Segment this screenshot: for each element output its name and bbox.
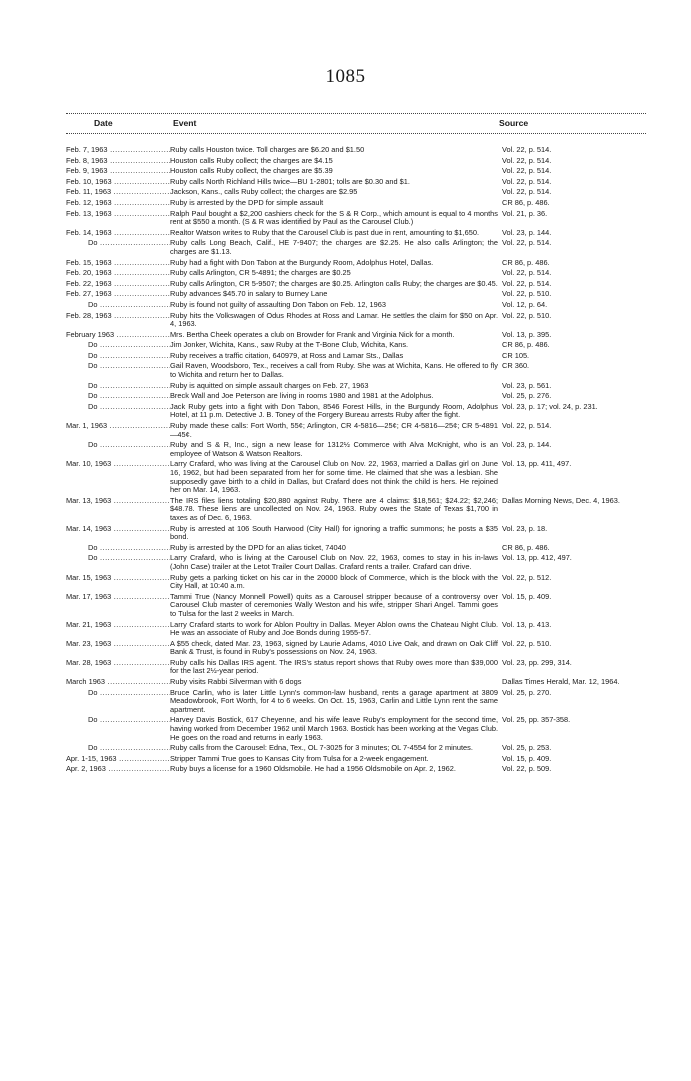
entry-event: Ruby is found not guilty of assaulting Don Tabon on Feb. 12, 1963 bbox=[170, 299, 386, 309]
entry-event: Ruby calls Long Beach, Calif., HE 7-9407; the charges are $2.25. He also calls Arlington; the charges are $1.13. bbox=[170, 238, 498, 256]
entry-source: CR 86, p. 486. bbox=[502, 197, 550, 207]
header-bottom-rule bbox=[66, 133, 646, 134]
entry-date: Feb. 27, 1963 ..... bbox=[66, 290, 170, 299]
entry-date: Mar. 13, 1963 ..... bbox=[66, 497, 170, 523]
entry-source: Vol. 22, p. 514. bbox=[502, 268, 552, 278]
entry-date: Do ..... bbox=[66, 716, 170, 742]
entry-date: Apr. 2, 1963 ..... bbox=[66, 765, 170, 774]
table-row bbox=[66, 229, 646, 238]
table-row bbox=[66, 392, 646, 401]
entry-event: Jim Jonker, Wichita, Kans., saw Ruby at the T-Bone Club, Wichita, Kans. bbox=[170, 340, 409, 350]
entry-date: Feb. 28, 1963 ..... bbox=[66, 312, 170, 329]
entry-source: Vol. 13, pp. 411, 497. bbox=[502, 459, 572, 469]
entry-event: Houston calls Ruby collect, the charges are $5.39 bbox=[170, 166, 333, 176]
entry-date: Do ..... bbox=[66, 392, 170, 401]
entry-source: Vol. 23, p. 144. bbox=[502, 440, 552, 450]
entry-event: Ruby receives a traffic citation, 640979, at Ross and Lamar Sts., Dallas bbox=[170, 350, 404, 360]
entry-date: Feb. 11, 1963 ..... bbox=[66, 188, 170, 197]
entry-source: Vol. 22, p. 514. bbox=[502, 176, 552, 186]
entry-date: Feb. 13, 1963 ..... bbox=[66, 210, 170, 227]
table-row bbox=[66, 312, 646, 329]
entry-date: Do ..... bbox=[66, 441, 170, 458]
entry-date: Feb. 22, 1963 ..... bbox=[66, 280, 170, 289]
entry-event: Ruby advances $45.70 in salary to Burney Lane bbox=[170, 289, 328, 299]
table-row bbox=[66, 689, 646, 715]
entry-source: Vol. 22, p. 514. bbox=[502, 278, 552, 288]
entry-source: Vol. 25, p. 270. bbox=[502, 687, 552, 697]
entry-event: Larry Crafard starts to work for Ablon Poultry in Dallas. Meyer Ablon owns the Chateau Night Club. He was an associate of Ruby and Joe Bonds during 1955-57. bbox=[170, 619, 498, 638]
entry-source: CR 86, p. 486. bbox=[502, 340, 550, 350]
entry-event: Ruby had a fight with Don Tabon at the Burgundy Room, Adolphus Hotel, Dallas. bbox=[170, 257, 434, 267]
table-row bbox=[66, 765, 646, 774]
entry-date: Do ..... bbox=[66, 362, 170, 379]
entry-source: Vol. 23, p. 561. bbox=[502, 380, 552, 390]
entry-event: Mrs. Bertha Cheek operates a club on Browder for Frank and Virginia Nick for a month. bbox=[170, 329, 455, 339]
entry-source: Vol. 22, p. 510. bbox=[502, 638, 552, 648]
entry-event: Ruby and S & R, Inc., sign a new lease for 1312½ Commerce with Alva McKnight, who is an employee of Watson & Watson Realtors. bbox=[170, 440, 498, 458]
entry-event: Bruce Carlin, who is later Little Lynn's common-law husband, rents a garage apartment at 3809 Meadowbrook, Fort Worth, for 4 to 6 weeks. On Oct. 15, 1963, Carlin and Little Lynn rent the same apartment. bbox=[170, 687, 498, 714]
entry-source: Vol. 22, p. 514. bbox=[502, 145, 552, 154]
entry-source: Vol. 22, p. 509. bbox=[502, 764, 552, 774]
table-row bbox=[66, 331, 646, 340]
table-row bbox=[66, 659, 646, 676]
entry-date: Feb. 15, 1963 ..... bbox=[66, 259, 170, 268]
table-row bbox=[66, 403, 646, 420]
entry-date: Mar. 28, 1963 ..... bbox=[66, 659, 170, 676]
entry-date: Mar. 21, 1963 ..... bbox=[66, 621, 170, 638]
entry-source: Vol. 25, p. 253. bbox=[502, 743, 552, 753]
entry-source: Dallas Times Herald, Mar. 12, 1964. bbox=[502, 677, 620, 687]
entry-date: Feb. 9, 1963 ..... bbox=[66, 167, 170, 176]
entry-source: Vol. 22, p. 512. bbox=[502, 572, 552, 582]
entry-source: Vol. 23, p. 144. bbox=[502, 227, 552, 237]
entry-date: Feb. 7, 1963 ..... bbox=[66, 146, 170, 155]
entry-event: Larry Crafard, who was living at the Carousel Club on Nov. 22, 1963, married a Dallas girl on June 16, 1962, but had been separated from her for some time. He claimed that she was a lesbian. She supposedly gave birth to a child in Dallas, but Crafard does not think the child is hers. He rejoined her on Mar. 14, 1963. bbox=[170, 459, 498, 495]
entry-event: Tammi True (Nancy Monnell Powell) quits as a Carousel stripper because of a controversy over Carousel Club master of ceremonies Wally Weston and his wife, stripper Shari Angel. Tammi goes to Tulsa for the last 2 weeks in March. bbox=[170, 591, 498, 618]
table-row bbox=[66, 755, 646, 764]
entry-date: Do ..... bbox=[66, 301, 170, 310]
entry-date: Feb. 14, 1963 ..... bbox=[66, 229, 170, 238]
entry-event: Jack Ruby gets into a fight with Don Tabon, 8546 Forest Hills, in the Burgundy Room, Adolphus Hotel, at 11 p.m. Detective J. B. Toney of the Forgery Bureau arrests Ruby after the fight. bbox=[170, 401, 498, 420]
table-row bbox=[66, 640, 646, 657]
entry-date: Do ..... bbox=[66, 352, 170, 361]
entry-date: Do ..... bbox=[66, 403, 170, 420]
entry-source: Vol. 22, p. 514. bbox=[502, 187, 552, 197]
entry-event: Ruby calls Arlington, CR 5-4891; the charges are $0.25 bbox=[170, 268, 351, 278]
table-row bbox=[66, 497, 646, 523]
entry-source: Vol. 23, pp. 299, 314. bbox=[502, 657, 572, 667]
entry-date: Mar. 23, 1963 ..... bbox=[66, 640, 170, 657]
entry-event: Ruby made these calls: Fort Worth, 55¢; Arlington, CR 4-5816—25¢; CR 4-5816—25¢; CR 5-4891—45¢. bbox=[170, 421, 498, 439]
table-row bbox=[66, 525, 646, 542]
entry-date: March 1963 ..... bbox=[66, 678, 170, 687]
entry-source: Vol. 13, p. 395. bbox=[502, 329, 552, 339]
entry-source: Vol. 22, p. 514. bbox=[502, 238, 552, 248]
entry-source: Vol. 22, p. 514. bbox=[502, 155, 552, 165]
table-row bbox=[66, 301, 646, 310]
entry-date: Do ..... bbox=[66, 689, 170, 715]
entry-date: Apr. 1-15, 1963 ..... bbox=[66, 755, 170, 764]
table-row bbox=[66, 280, 646, 289]
table-row bbox=[66, 362, 646, 379]
table-row bbox=[66, 167, 646, 176]
table-row bbox=[66, 199, 646, 208]
entry-date: Mar. 17, 1963 ..... bbox=[66, 593, 170, 619]
entry-date: Do ..... bbox=[66, 554, 170, 571]
table-row bbox=[66, 574, 646, 591]
entry-source: Vol. 21, p. 36. bbox=[502, 208, 548, 218]
entry-date: Feb. 8, 1963 ..... bbox=[66, 157, 170, 166]
table-row bbox=[66, 554, 646, 571]
entry-event: Ruby calls North Richland Hills twice—BU 1-2801; tolls are $0.30 and $1. bbox=[170, 176, 410, 186]
table-row bbox=[66, 178, 646, 187]
column-headers bbox=[66, 118, 646, 132]
entry-date: Mar. 1, 1963 ..... bbox=[66, 422, 170, 439]
entry-event: Realtor Watson writes to Ruby that the Carousel Club is past due in rent, amounting to $1,650. bbox=[170, 227, 480, 237]
table-row bbox=[66, 441, 646, 458]
table-row bbox=[66, 621, 646, 638]
table-row bbox=[66, 352, 646, 361]
entry-source: CR 105. bbox=[502, 350, 530, 360]
entry-event: Jackson, Kans., calls Ruby collect; the charges are $2.95 bbox=[170, 187, 358, 197]
table-row bbox=[66, 678, 646, 687]
entry-event: Larry Crafard, who is living at the Carousel Club on Nov. 22, 1963, comes to stay in his in-laws (John Case) trailer at the Letot Trailer Court Dallas. Crafard rents a trailer. Crafard can drive. bbox=[170, 553, 498, 571]
entry-source: Vol. 13, p. 413. bbox=[502, 619, 552, 629]
entry-date: Do ..... bbox=[66, 341, 170, 350]
entry-source: Vol. 25, pp. 357-358. bbox=[502, 715, 571, 725]
table-row bbox=[66, 188, 646, 197]
entry-event: Ruby visits Rabbi Silverman with 6 dogs bbox=[170, 677, 302, 687]
entry-event: Ruby calls from the Carousel: Edna, Tex., OL 7-3025 for 3 minutes; OL 7-4554 for 2 minutes. bbox=[170, 743, 473, 753]
entry-event: Ruby buys a license for a 1960 Oldsmobile. He had a 1956 Oldsmobile on Apr. 2, 1962. bbox=[170, 764, 456, 774]
table-row bbox=[66, 382, 646, 391]
entry-event: Houston calls Ruby collect; the charges are $4.15 bbox=[170, 155, 333, 165]
entry-date: Mar. 15, 1963 ..... bbox=[66, 574, 170, 591]
entry-event: Ruby is aquitted on simple assault charges on Feb. 27, 1963 bbox=[170, 380, 369, 390]
entry-date: Mar. 10, 1963 ..... bbox=[66, 460, 170, 494]
table-row bbox=[66, 146, 646, 155]
entry-source: Vol. 22, p. 510. bbox=[502, 289, 552, 299]
table-row bbox=[66, 157, 646, 166]
entry-event: Ruby calls his Dallas IRS agent. The IRS's status report shows that Ruby owes more than $39,000 for the last 2½-year period. bbox=[170, 657, 498, 676]
entry-event: Breck Wall and Joe Peterson are living in rooms 1980 and 1981 at the Adolphus. bbox=[170, 391, 434, 401]
entry-event: A $55 check, dated Mar. 23, 1963, signed by Laurie Adams, 4010 Live Oak, and drawn on Oak Cliff Bank & Trust, is found in Ruby's possessions on Nov. 24, 1963. bbox=[170, 638, 498, 657]
entry-event: Ruby gets a parking ticket on his car in the 20000 block of Commerce, which is the block with the City Hall, at 10:40 a.m. bbox=[170, 572, 498, 591]
entry-source: Vol. 15, p. 409. bbox=[502, 753, 552, 763]
entry-event: Ruby is arrested at 106 South Harwood (City Hall) for ignoring a traffic summons; he posts a $35 bond. bbox=[170, 523, 498, 542]
event-column-header: Event bbox=[173, 118, 197, 128]
entry-source: Vol. 22, p. 514. bbox=[502, 166, 552, 176]
source-column-header: Source bbox=[499, 118, 529, 128]
entry-source: Vol. 23, p. 18. bbox=[502, 523, 548, 533]
entry-date: Feb. 10, 1963 ..... bbox=[66, 178, 170, 187]
entry-event: Ruby calls Houston twice. Toll charges are $6.20 and $1.50 bbox=[170, 145, 365, 154]
entry-event: Ruby is arrested by the DPD for an alias ticket, 74040 bbox=[170, 542, 346, 552]
entry-event: Ruby hits the Volkswagen of Odus Rhodes at Ross and Lamar. He settles the claim for $50 on Apr. 4, 1963. bbox=[170, 310, 498, 329]
entry-date: Do ..... bbox=[66, 239, 170, 256]
entry-date: Mar. 14, 1963 ..... bbox=[66, 525, 170, 542]
entry-source: Vol. 23, p. 17; vol. 24, p. 231. bbox=[502, 401, 598, 411]
table-row bbox=[66, 422, 646, 439]
entry-date: Do ..... bbox=[66, 744, 170, 753]
table-row bbox=[66, 716, 646, 742]
entry-event: Ruby calls Arlington, CR 5-9507; the charges are $0.25. Arlington calls Ruby; the charges are $0.45. bbox=[170, 278, 498, 288]
entry-event: Ralph Paul bought a $2,200 cashiers check for the S & R Corp., which amount is equal to 4 months rent at $550 a month. (S & R was identified by Paul as the Carousel Club.) bbox=[170, 208, 498, 227]
entry-source: Vol. 22, p. 510. bbox=[502, 310, 552, 320]
table-row bbox=[66, 239, 646, 256]
entry-date: Do ..... bbox=[66, 544, 170, 553]
chronology-table bbox=[66, 146, 646, 776]
date-column-header: Date bbox=[94, 118, 113, 128]
table-row bbox=[66, 259, 646, 268]
entry-event: Gail Raven, Woodsboro, Tex., receives a call from Ruby. She was at Wichita, Kans. He offered to fly to Wichita and return her to Dallas. bbox=[170, 361, 498, 380]
header-top-rule bbox=[66, 113, 646, 114]
table-row bbox=[66, 744, 646, 753]
entry-source: Dallas Morning News, Dec. 4, 1963. bbox=[502, 495, 620, 505]
table-row bbox=[66, 460, 646, 494]
entry-source: CR 86, p. 486. bbox=[502, 542, 550, 552]
entry-source: CR 360. bbox=[502, 361, 530, 371]
table-row bbox=[66, 269, 646, 278]
page-number: 1085 bbox=[325, 66, 366, 87]
entry-date: Do ..... bbox=[66, 382, 170, 391]
entry-event: The IRS files liens totaling $20,880 against Ruby. There are 4 claims: $18,561; $24.22; $2,246; $48.78. These liens are uncollected on Nov. 24, 1963. Ruby owes the State of Texas $1,700 in taxes as of Dec. 6, 1963. bbox=[170, 495, 498, 522]
entry-date: Feb. 12, 1963 ..... bbox=[66, 199, 170, 208]
entry-source: Vol. 13, pp. 412, 497. bbox=[502, 553, 572, 563]
entry-source: CR 86, p. 486. bbox=[502, 257, 550, 267]
table-row bbox=[66, 544, 646, 553]
entry-event: Harvey Davis Bostick, 617 Cheyenne, and his wife leave Ruby's employment for the second time, having worked from December 1962 until March 1963. Bostick has been working at the Vegas Club. He goes on the road and returns in early 1963. bbox=[170, 715, 498, 742]
table-row bbox=[66, 290, 646, 299]
entry-event: Stripper Tammi True goes to Kansas City from Tulsa for a 2-week engagement. bbox=[170, 753, 429, 763]
table-row bbox=[66, 210, 646, 227]
table-row bbox=[66, 341, 646, 350]
entry-source: Vol. 22, p. 514. bbox=[502, 421, 552, 431]
entry-event: Ruby is arrested by the DPD for simple assault bbox=[170, 197, 324, 207]
table-row bbox=[66, 593, 646, 619]
entry-source: Vol. 15, p. 409. bbox=[502, 591, 552, 601]
entry-source: Vol. 25, p. 276. bbox=[502, 391, 552, 401]
entry-date: Feb. 20, 1963 ..... bbox=[66, 269, 170, 278]
entry-date: February 1963 ..... bbox=[66, 331, 170, 340]
entry-source: Vol. 12, p. 64. bbox=[502, 299, 548, 309]
